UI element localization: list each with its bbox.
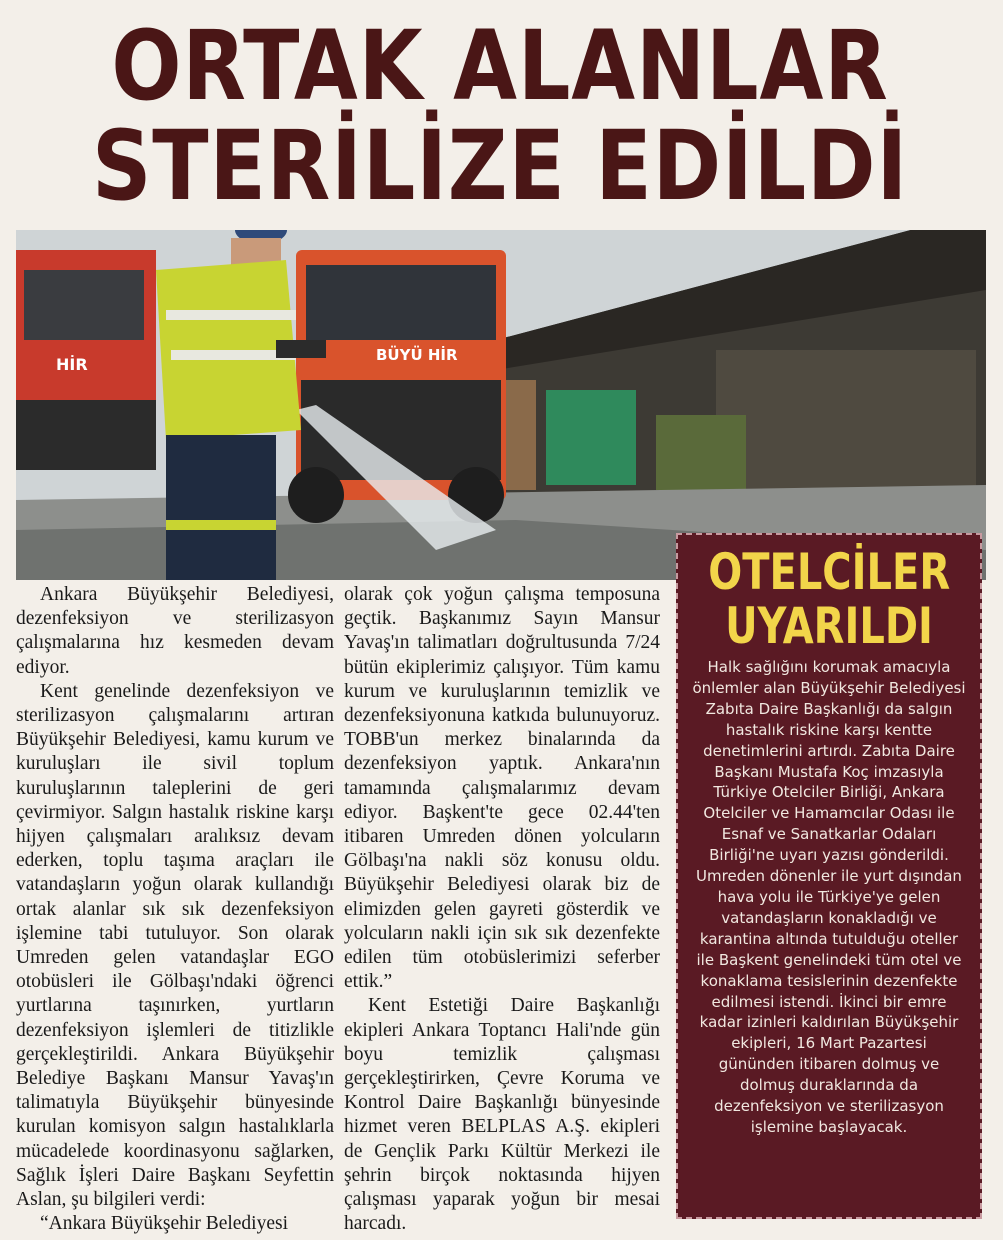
photo-illustration — [16, 230, 986, 580]
paragraph: olarak çok yoğun çalışma temposuna geçtik. Başkanımız Sayın Mansur Yavaş'ın talimatları doğrultusunda 7/24 bütün ekiplerimiz çalışıyor. Tüm kamu kurum ve kuruluşlarının temizlik ve dezenfeksiyonuna katkıda bulunuyoruz. TOBB'un merkez binalarında da dezenfeksiyon yaptık. Ankara'nın tamamında çalışmalarımız devam ediyor. Başkent'te gece 02.44'ten itibaren Umreden dönen yolcuların Gölbaşı'na nakli söz konusu oldu. Büyükşehir Belediyesi olarak biz de elimizden gelen gayreti gösterdik ve yolcuların nakli için sık sık dezenfekte edilen tüm otobüslerimizi seferber ettik.” — [344, 584, 660, 993]
paragraph: Ankara Büyükşehir Belediyesi, dezenfeksiyon ve sterilizasyon çalışmalarına hız kesmeden devam ediyor. — [16, 584, 334, 678]
paragraph: Kent genelinde dezenfeksiyon ve sterilizasyon çalışmalarını artıran Büyükşehir Belediyesi, kamu kurum ve kuruluşları ile sivil toplum kuruluşlarının taleplerini de geri çevirmiyor. Salgın hastalık riskine karşı hijyen çalışmaları aralıksız devam ederken, toplu taşıma araçları ile vatandaşların yoğun olarak kullandığı ortak alanlar sık sık dezenfeksiyon işlemine tabi tutuluyor. Son olarak Umreden gelen vatandaşlar EGO otobüsleri ile Gölbaşı'ndaki öğrenci yurtlarına taşınırken, yurtların dezenfeksiyon işlemleri de titizlikle gerçekleştirildi. Ankara Büyükşehir Belediye Başkanı Mansur Yavaş'ın talimatıyla Büyükşehir bünyesinde kurulan komisyon salgın hastalıklarla mücadelede koordinasyonu sağlarken, Sağlık İşleri Daire Başkanı Seyfettin Aslan, şu bilgileri verdi: — [16, 680, 334, 1211]
headline-line-1: ORTAK ALANLAR — [111, 10, 889, 122]
headline-line-2: STERİLİZE EDİLDİ — [91, 110, 909, 222]
green-door — [546, 390, 636, 485]
worker-trousers — [166, 435, 276, 580]
news-photo — [16, 230, 986, 580]
paragraph: “Ankara Büyükşehir Belediyesi — [40, 1213, 289, 1235]
article-column-2 — [344, 583, 660, 1236]
produce-crates — [656, 415, 746, 490]
headline — [87, 10, 913, 222]
sidebar-text: Halk sağlığını korumak amacıyla önlemler alan Büyükşehir Belediyesi Zabıta Daire Başkanlığı da salgın hastalık riskine karşı kentte denetimlerini artırdı. Zabıta Daire Başkanı Mustafa Koç imzasıyla Türkiye Otelciler Birliği, Ankara Otelciler ve Hamamcılar Odası ile Esnaf ve Sanatkarlar Odaları Birliği'ne uyarı yazısı gönderildi. Umreden dönenler ile yurt dışından hava yolu ile Türkiye'ye gelen vatandaşların konakladığı ve karantina altında tutulduğu oteller ile Başkent genelindeki tüm otel ve konaklama tesislerinin dezenfekte edilmesi istendi. İkinci bir emre kadar izinleri kaldırılan Büyükşehir ekipleri, 16 Mart Pazartesi gününden itibaren dolmuş ve dolmuş duraklarında da dezenfeksiyon ve sterilizasyon işlemine başlayacak. — [692, 658, 966, 1136]
truck-right-label: BÜYÜ HİR — [376, 346, 458, 364]
paragraph: Kent Estetiği Daire Başkanlığı ekipleri Ankara Toptancı Hali'nde gün boyu temizlik çalışması gerçekleştirirken, Çevre Koruma ve Kontrol Daire Başkanlığı bünyesinde hizmet veren BELPLAS A.Ş. ekipleri de Gençlik Parkı Kültür Merkezi ile şehrin birçok noktasında hijyen çalışması yaparak yoğun bir mesai harcadı. — [344, 995, 660, 1235]
truck-left-label: HİR — [56, 355, 88, 374]
sidebar-title-line-2: UYARILDI — [725, 597, 933, 655]
sidebar-title-line-1: OTELCİLER — [708, 543, 951, 601]
sidebar-title — [708, 543, 951, 655]
article-column-1 — [16, 583, 334, 1236]
sidebar-box — [676, 533, 982, 1219]
